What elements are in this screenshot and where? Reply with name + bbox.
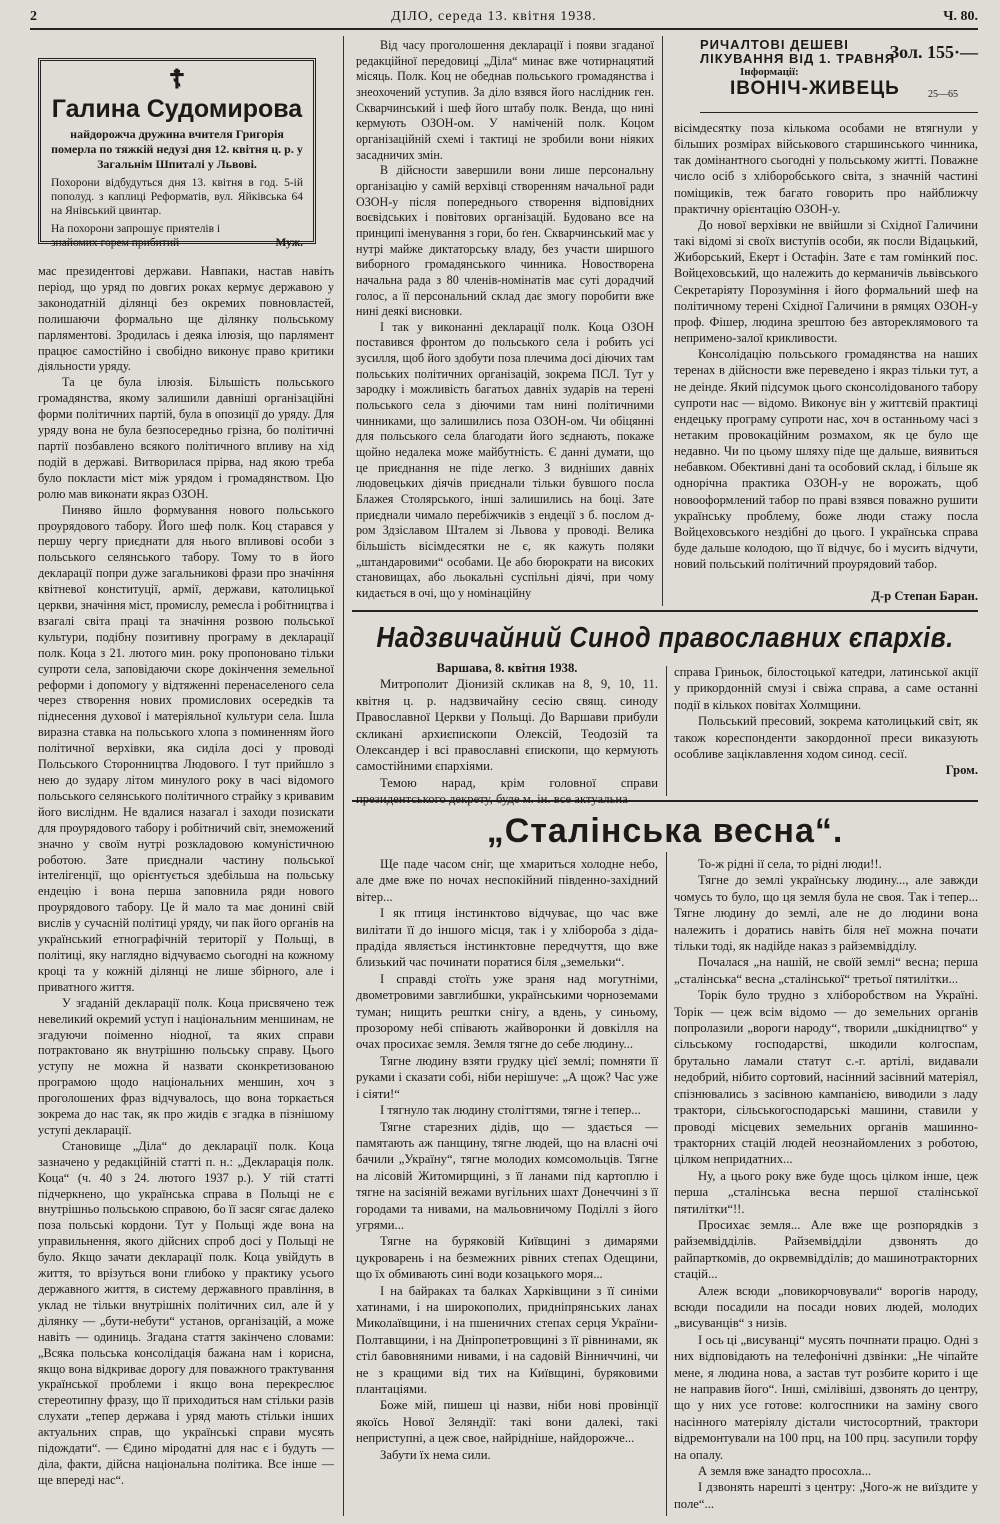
article-paragraph: До нової верхівки не ввійшли зі Східної Галичини такі відомі зі своїх виступів особи, як посли Відацький, Жиборський, Екерт і Остафін. Зате є там гомінкий пос. Войцеховський, що належить до керманичів львівського Секретаріяту Порозуміння і його формальний шеф на політичному терені Східної Галичини в рямцях ОЗОН-у проф. Фішер, людина зрештою без автореклямового та непримено-залої крикливости. <box>674 217 978 346</box>
ad-info-label: Інформації: <box>740 66 799 78</box>
stalin-paragraph: І як птиця інстинктово відчуває, що час вже вилітати її до іншого місця, так і у хлібороба з діда-прадіда являється інстинктовне передчуття, що вже близький час починати поратися біля „земельки“. <box>356 906 658 970</box>
masthead <box>30 6 978 30</box>
stalin-paragraph: Алеж всюди „повикорчовували“ ворогів народу, всюди посадили на посади нових людей, молодих „висуванців“ з низів. <box>674 1283 978 1331</box>
obituary-name: Галина Судомирова <box>51 95 303 123</box>
section-rule <box>352 610 978 612</box>
ad-phone: 25—65 <box>928 89 958 100</box>
obituary-invite <box>51 222 303 250</box>
column-rule <box>666 852 667 1516</box>
stalin-left-column <box>356 856 658 1463</box>
stalin-paragraph: Почалася „на нашій, не своїй землі“ весна; перша „сталінська“ весна „сталінської“ третьої пятилітки... <box>674 955 978 986</box>
synod-headline: Надзвичайний Синод православних єпархів. <box>376 621 954 655</box>
masthead-title: ДІЛО, середа 13. квітня 1938. <box>391 9 597 24</box>
article-paragraph: мас президентові держави. Навпаки, настав навіть період, що уряд по довгих роках кермує державою у законодатній ділянці без окремих повновластей, полишаючи формально ще ділянку польському парляментові. Зродилась і деяка ілюзія, що парлямент працює самостійно і свобідно виконує право критики діяльности уряду. <box>38 264 334 374</box>
article-column-3 <box>674 120 978 572</box>
obituary-invite-text: На похорони запрошує приятелів і знайомих горем прибитий <box>51 223 221 249</box>
article-paragraph: І так у виконанні декларації полк. Коца ОЗОН поставився фронтом до польського села і робить усі зусилля, щоб його здобути поза плечима досі діючих там польських політичних організацій, зокрема ПСЛ. Тут у зародку і можливість багатьох давніх зударів на терені польського села з діючими там нині політичними чинниками, що залишились поза ОЗОН-ом. Чи обіцянні для польського села благодати його зєднають, покаже щойно недалека може майбутність. Є данні думати, що це приєднання не піде легко. З видніших давніх людовецьких діячів приєднали тільки бувшого посла Блажея Столярського, інші залишились на боці. Зате приєднали чимало перебіжчиків з ендеції з б. послом д-ром Здзіславом Шталем зі Львова у проводі. Велика більшість вісімдесятки не є, як кажуть поляки „штандаровими“ особами. Це або бюрократи на високих становищах, або льокальні суспільні діячі, при чому кидається в очі, що у номінаційну <box>356 319 654 600</box>
stalin-paragraph: Торік було трудно з хліборобством на Україні. Торік — цеж всім відомо — до земельних органів попролазили „вороги народу“, творили „шкідництво“ у сільському господарстві, шкодили колгоспам, брутально ламали статут с.-г. артілі, видавали недобрий, нібито сортовий, насінний засівний матеріял, спізнювались з засівною кампанією, виводили з ладу трактори, сільськогосподарські машини, ставили у проводі місцевих земельних органів машинно-тракторних стацій людей неознайомлених з роботою, цілком непридатних... <box>674 988 978 1167</box>
article-signature: Д-р Степан Баран. <box>871 589 978 603</box>
article-paragraph: Від часу проголошення декларації і появи згаданої редакційної передовиці „Діла“ минає вже чотирнацятий місяць. Полк. Коц не обеднав польського громадянства і знеохочений уступив. За діло взявся його наслідник ген. Скварчинський і шеф його штабу полк. Венда, що нині кермують ОЗОН-ом. У наміченій полк. Коцом організаційній схемі і тактиці не зробили вони ніяких засадничих змін. <box>356 38 654 162</box>
synod-left-column <box>356 660 658 808</box>
stalin-paragraph: І дзвонять нарешті з центру: „Чого-ж не виїздите у поле“... <box>674 1480 978 1511</box>
synod-paragraph: справа Гриньок, білостоцької катедри, латинської акції у прикордонній смузі і свіжа справа, а саме останні події в кількох повітах Холмщини. <box>674 665 978 712</box>
stalin-paragraph: Боже мій, пишеш ці назви, ніби нові провінції якоїсь Нової Зеляндії: такі вони далекі, такі неприступні, а цеж свое, найрідніше, найдорожче... <box>356 1398 658 1446</box>
stalin-paragraph: То-ж рідні ії села, то рідні люди!!. <box>698 857 882 871</box>
stalin-paragraph: І тягнуло так людину століттями, тягне і тепер... <box>380 1103 641 1118</box>
stalin-paragraph: Ще паде часом сніг, ще хмариться холодне небо, але дме вже по ночах неспокійний південно-західний вітер... <box>356 857 658 904</box>
synod-paragraph: Польський пресовий, зокрема католицький світ, як також кореспонденти закордонної преси виказують особливе заціклавлення ходом синод. сесії. <box>674 714 978 762</box>
stalin-paragraph: І ось ці „висуванці“ мусять почпнати працю. Одні з них відповідають на телефонічні дзвінки: „Не чіпайте мене, я людина нова, а застав тут розбите корито і ще не направив його“. Інші, смілівіші, дзвонять до центру, що у них усе готове: колгоспники на заміну свого насінного матеріялу дістали чистосортний, трактори відремонтували на 100 прц, на 100 прц. засупили торфу на опалу. <box>674 1332 978 1462</box>
stalin-paragraph: І на байраках та балках Харківщини з її синіми хатинами, і на широкополих, придніпрянських ланах Миколаївщини, і на пшеничних степах серця України-Полтавщини, і на Дніпропетровщині з її рівнинами, як стіл бавовняними нивами, і на садовій Вінниччині, чи не з кращими від тих на Київщині, буряковими плантаціями. <box>356 1283 658 1396</box>
synod-paragraph: Темою нарад, крім головної справи президентського декрету, буде м. ін. все актуальна <box>356 775 658 807</box>
stalin-paragraph: Просихає земля... Але вже ще розпорядків з райземвідділів. Райземвідділи дзвонять до райпарткомів, до окрвемвідділів; до машинотракторних стацій... <box>674 1217 978 1282</box>
article-signature-wrap <box>674 588 978 604</box>
synod-right-column <box>674 664 978 779</box>
obituary-funeral: Похорони відбудуться дня 13. квітня в год. 5-ій пополуд. з каплиці Реформатів, вул. Яйківська 64 на Янівський цвинтар. <box>51 177 303 217</box>
column-rule <box>662 36 663 606</box>
page-number: 2 <box>30 9 37 24</box>
ad-brand: ІВОНІЧ-ЖИВЕЦЬ <box>730 78 900 99</box>
spa-advertisement <box>700 38 978 110</box>
article-paragraph: Консолідацію польського громадянства на наших теренах в дійсности вже переведено і якраз тільки тут, а не деінде. Який підсумок цього сконсолідованого табору супроти нас — відомо. Виконує він у життєвій практиці ендецьку програму супроти нас, хоч в останньому часі з нетаким провокаційним розмахом, як це було ще недавно. Чи по цьому шляху піде ще дальше, виявиться небавком. Обективні дані та особовий склад, і більше як однорічна практика ОЗОН-у не ворожать, щоб новооформлений табор по праві взявся поважно рушити українську проблему, боже люди стажу посла Войцеховського нездібні до цього. І українська справа буде дальше колодою, що її відчує, бо і мусить відчути, новий польський політичний проурядовий табор. <box>674 347 978 572</box>
stalin-paragraph: Тягне до землі українську людину..., але завжди чомусь то було, що ця земля була не своя. Так і тепер... Тягне людину до землі, але не до людини вона належить і доратись навіть біля неї можна почати тільки тоді, як надійде наказ з райземвідділу. <box>674 873 978 954</box>
ad-rule <box>700 112 978 113</box>
obituary-text: найдорожча дружина вчителя Григорія померла по тяжкій недузі дня 12. квітня ц. р. у Загальнім Шпиталі у Львові. <box>51 127 303 171</box>
article-column-1 <box>38 264 334 1489</box>
stalin-paragraph: А земля вже занадто просохла... <box>698 1464 872 1479</box>
stalin-spring-headline: „Сталінська весна“. <box>486 812 844 850</box>
stalin-paragraph: Тягне старезних дідів, що — здається — памятають аж панщину, тягне людей, що на власні очі бачили „Україну“, тягне молодих комсомольців. Тягне на лісовій Житомирщині, з її ланами під картоплю і тягне на засіяній вежами вугільних шахт Донеччині з її городами та нивами, на мальовничому Поділлі з його угрями... <box>356 1119 658 1232</box>
article-paragraph: У згаданій декларації полк. Коца присвячено теж невеликий окремий уступ і національним меншинам, не згадуючи поіменно ніодної, та яких справи потрактовано як внутрішню польську справу. Цього уступу не можна й назвати сконкретизованою програмою щодо національних меншин, хоч з проголошених фраз відчувалось, що вона торкається зокрема до нас так, як про жидів є згадка в пізнішому уступі декларації. <box>38 995 334 1137</box>
article-paragraph: В дійсности завершили вони лише персональну організацію у самій верхівці створенням начальної ради ОЗОН-у після попереднього створення відповідних воєвідських і повітових організацій. Будовано все на принципі іменування з гори, бо ґен. Скварчинський має у нутрі майже диктаторську владу, без участи ширшого виборного громадянського чинника. Новостворена начальна рада з 80 членів-номінатів має суті дорадчий голос, а її персональний склад дає змогу поробити вже нині деякі висновки. <box>356 163 654 319</box>
article-column-2 <box>356 38 654 602</box>
orthodox-cross-icon: ☦ <box>168 65 186 94</box>
ad-price: Зол. 155·— <box>889 42 978 62</box>
article-paragraph: вісімдесятку поза кількома особами не втягнули у більших розмірах військового старшинського чинника, так домінантного сьогодні у польському житті. Поважне число осіб з хліборобського світа, з значній частині поміщиків, теж багато говорить про найближчу практичну орієнтацію ОЗОН-у. <box>674 121 978 216</box>
synod-paragraph: Митрополит Діонизій скликав на 8, 9, 10, 11. квітня ц. р. надзвичайну сесію свящ. синоду Православної Церкви у Польщі. До Варшави прибули скликані архиєпископи Олексій, Теодозій та Олександер і всі православні єпископи, що кермують самостійними єпархіями. <box>356 677 658 774</box>
article-paragraph: Становище „Діла“ до декларації полк. Коца зазначено у редакційній статті п. н.: „Декларація полк. Коца“ (ч. 40 з 24. лютого 1937 р.). У тій статті підчеркнено, що українська справа в Польщі не є внутрішньо польською справою, бо її засяг сягає далеко поза польські кордони. Тут у Польщі жде вона на управильнення, якого дійсних спроб досі у Польщі не було. Якщо зачати декларації полк. Коца увійдуть в життя, то врізуться вони глибоко у практику усього державного життя, в систему державного правління, в уклад не тільки внутрішніх політичних сил, але й у ділянку — „бути-небути“ установ, організацій, а може навіть — одиниць. Згадана стаття закінчено словами: „Всяка польська консолідація бажана нам і корисна, якщо вона відкриває дорогу для поважного трактування української проблеми і якщо вона перекреслює стереотипну фразу, що її приходиться нам стільки разів слухати „тепер держава і уряд мають стільки інших актуальних справ, що українські справи мусять підождати“. — Єдино міродатні для нас є і будуть — діла, факти, дійсна національна політика. Все інше — ще впереді нас“. <box>38 1138 334 1487</box>
issue-number: Ч. 80. <box>943 9 978 24</box>
column-rule <box>343 36 344 1516</box>
synod-dateline: Варшава, 8. квітня 1938. <box>436 661 578 675</box>
article-paragraph: Пиняво йшло формування нового польського проурядового табору. Його шеф полк. Коц старався у першу чергу приєднати для нього впливові особи з польського селянського табору. Тому то в його декларації попри дуже загальникові фрази про значіння квітневої конституції, армії, держави, католицької церкви, значіння міст, промислу, ремесла і робітництва і взагалі світа праці та значіння розвою польської культури, подібну позитивну програму в декларації полк. Коца з 21. лютого мин. року пропоновано тільки супроти села, заповідаючи скоре докінчення земельної реформи і допомогу у відтяженні перенаселеного села через створення нових промислових осередків та піднесення духової і матеріяльної культури села. Ішла виразна ставка на польського хлопа з поминенням його політичної верхівки, яка сиділа досі у проводі Польського Сторонництва Людового. І тут прийшло з нею до зудару літом минулого року в часі відомого польського селянського політичного страйку з кривавим його висліднм. Не вдалися назагал і заходи позискати для проурядового табору і робітничий світ, знеможений значно у своїм нутрі розкладовою комуністичною роботою. Зате приєднали частину польської інтелігенції, що орієнтується здебільша на польську ендецію і вона перша заповнила ряди нового проурядового табору. Це й мало та має донині свій вислів у сучасній політиці уряду, чи пак його органів на український етнографічній території у Польщі, в політиці, яку наглядно відчуваємо сьогодні на кожному кроці та у кожній ділянці не лише збірного, але і приватного життя. <box>38 502 334 994</box>
article-paragraph: Та це була ілюзія. Більшість польського громадянства, якому залишили давніші організаційні форми політичних партій, була в опозиції до уряду. Для уряду вона не була безпосередньо грізна, бо політичні партії позбавлено всякого політичного впливу на хід подій в державі. Витворилася прірва, над якою треба було покласти міст між урядом і громадянством. Цю ролю мав виконати якраз ОЗОН. <box>38 375 334 501</box>
stalin-right-column <box>674 856 978 1512</box>
column-rule <box>666 666 667 796</box>
stalin-paragraph: Тягне на буряковій Київщині з димарями цукроварень і на безмежних рівних степах Одещини, що їх обмивають сині води козацького моря... <box>356 1234 658 1282</box>
ad-line-2: ЛІКУВАННЯ ВІД 1. ТРАВНЯ <box>700 51 896 66</box>
stalin-paragraph: Ну, а цього року вже буде щось цілком інше, цеж перша „сталінська весна першої сталінської пятилітки“!!. <box>674 1168 978 1216</box>
synod-signature: Гром. <box>945 763 978 778</box>
stalin-paragraph: Забути їх нема сили. <box>380 1447 491 1462</box>
obituary-notice <box>38 58 316 249</box>
ad-line-1: РИЧАЛТОВІ ДЕШЕВІ <box>700 37 849 52</box>
obituary-signature: Муж. <box>275 237 303 249</box>
stalin-paragraph: І справді стоїть уже зраня над могутніми, двометровими завглибшки, українськими чорноземами туман; нищить рештки снігу, а вдень, у синьому, прозорому небі співають жайворонки й довкілля на очах просихає земля. Земля тягне до себе людину... <box>356 971 658 1052</box>
stalin-paragraph: Тягне людину взяти грудку цієї землі; помняти її руками і сказати собі, ніби нерішуче: „А щож? Час уже і сіяти!“ <box>356 1053 658 1101</box>
